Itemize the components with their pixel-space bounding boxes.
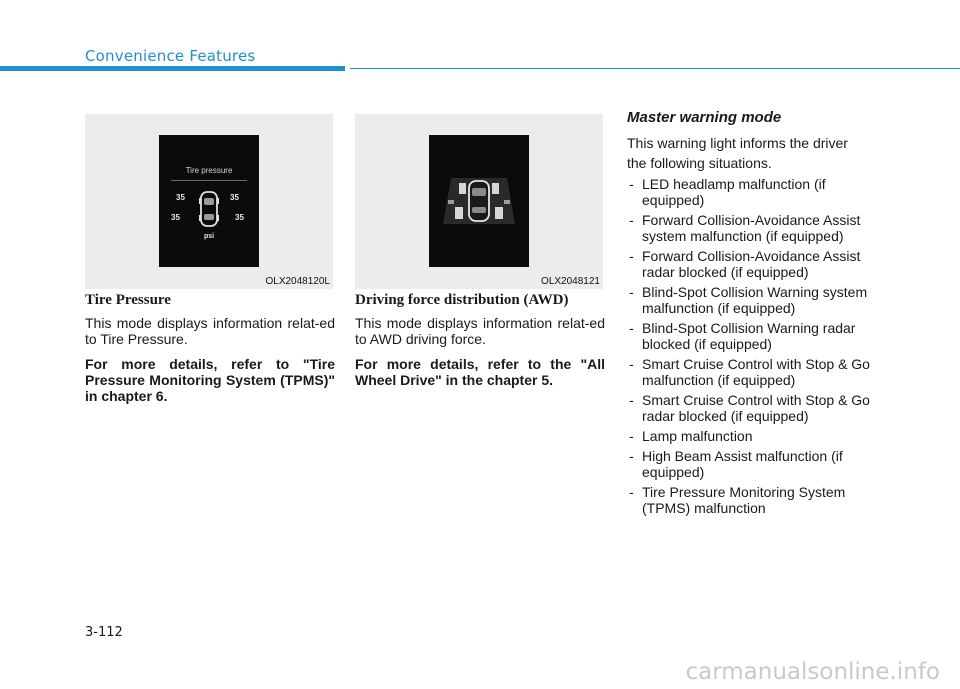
figure-code: OLX2048120L xyxy=(265,276,330,287)
tire-pressure-screen xyxy=(159,135,259,267)
tire-pressure-screen-title: Tire pressure xyxy=(185,166,233,175)
awd-screen xyxy=(429,135,529,267)
list-item: - Blind-Spot Collision Warning system malfunction (if equipped) xyxy=(629,284,868,316)
list-item: - Forward Collision-Avoidance Assist radar blocked (if equipped) xyxy=(629,248,861,280)
section-body: This mode displays information relat-ed to Tire Pressure. xyxy=(85,315,335,347)
master-warning-section xyxy=(627,109,887,520)
section-title: Tire Pressure xyxy=(85,292,171,308)
tire-pressure-figure xyxy=(85,114,333,289)
list-item-text: Blind-Spot Collision Warning radar blocked (if equipped) xyxy=(642,320,856,352)
list-item-text: Tire Pressure Monitoring System (TPMS) malfunction xyxy=(642,484,846,516)
list-item-text: Lamp malfunction xyxy=(642,428,753,444)
screen-divider xyxy=(171,180,247,181)
page-number: 3-112 xyxy=(85,625,123,640)
awd-section xyxy=(355,292,605,397)
list-item-text: Smart Cruise Control with Stop & Go malfunction (if equipped) xyxy=(642,356,870,388)
section-title: Driving force distribution (AWD) xyxy=(355,292,569,308)
watermark: carmanualsonline.info xyxy=(685,659,940,685)
section-title: Master warning mode xyxy=(627,109,782,126)
section-header-title: Convenience Features xyxy=(85,47,256,65)
list-item: - Blind-Spot Collision Warning radar blocked (if equipped) xyxy=(629,320,856,352)
tire-pressure-front-right: 35 xyxy=(230,193,239,202)
tire-pressure-unit: psi xyxy=(203,233,215,240)
figure-code: OLX2048121 xyxy=(541,276,600,287)
list-item: - Forward Collision-Avoidance Assist system malfunction (if equipped) xyxy=(629,212,861,244)
section-reference: For more details, refer to "Tire Pressure Monitoring System (TPMS)" in chapter 6. xyxy=(85,356,335,404)
list-item-text: Smart Cruise Control with Stop & Go radar blocked (if equipped) xyxy=(642,392,870,424)
list-item: - Tire Pressure Monitoring System (TPMS) malfunction xyxy=(629,484,846,516)
list-item: - Lamp malfunction xyxy=(629,428,753,444)
section-body: This mode displays information relat-ed to AWD driving force. xyxy=(355,315,605,347)
list-item: - Smart Cruise Control with Stop & Go radar blocked (if equipped) xyxy=(629,392,870,424)
tire-pressure-section xyxy=(85,292,335,413)
warning-list xyxy=(627,176,887,516)
header-rule-thick xyxy=(0,66,345,71)
tire-pressure-front-left: 35 xyxy=(176,193,185,202)
section-reference: For more details, refer to the "All Wheel Drive" in the chapter 5. xyxy=(355,356,605,388)
tire-pressure-rear-right: 35 xyxy=(235,213,244,222)
list-item: - Smart Cruise Control with Stop & Go malfunction (if equipped) xyxy=(629,356,870,388)
car-top-view-icon xyxy=(199,190,219,228)
intro-line: This warning light informs the driver xyxy=(627,135,848,151)
list-item-text: Forward Collision-Avoidance Assist radar blocked (if equipped) xyxy=(642,248,861,280)
list-item-text: LED headlamp malfunction (if equipped) xyxy=(642,176,826,208)
awd-figure xyxy=(355,114,603,289)
tire-pressure-rear-left: 35 xyxy=(171,213,180,222)
awd-torque-distribution-icon xyxy=(437,176,521,226)
list-item-text: High Beam Assist malfunction (if equipped) xyxy=(642,448,843,480)
list-item: - High Beam Assist malfunction (if equipped) xyxy=(629,448,843,480)
list-item-text: Blind-Spot Collision Warning system malfunction (if equipped) xyxy=(642,284,868,316)
header-rule-thin xyxy=(350,68,960,69)
list-item-text: Forward Collision-Avoidance Assist system malfunction (if equipped) xyxy=(642,212,861,244)
intro-line: the following situations. xyxy=(627,155,772,171)
list-item: - LED headlamp malfunction (if equipped) xyxy=(629,176,826,208)
